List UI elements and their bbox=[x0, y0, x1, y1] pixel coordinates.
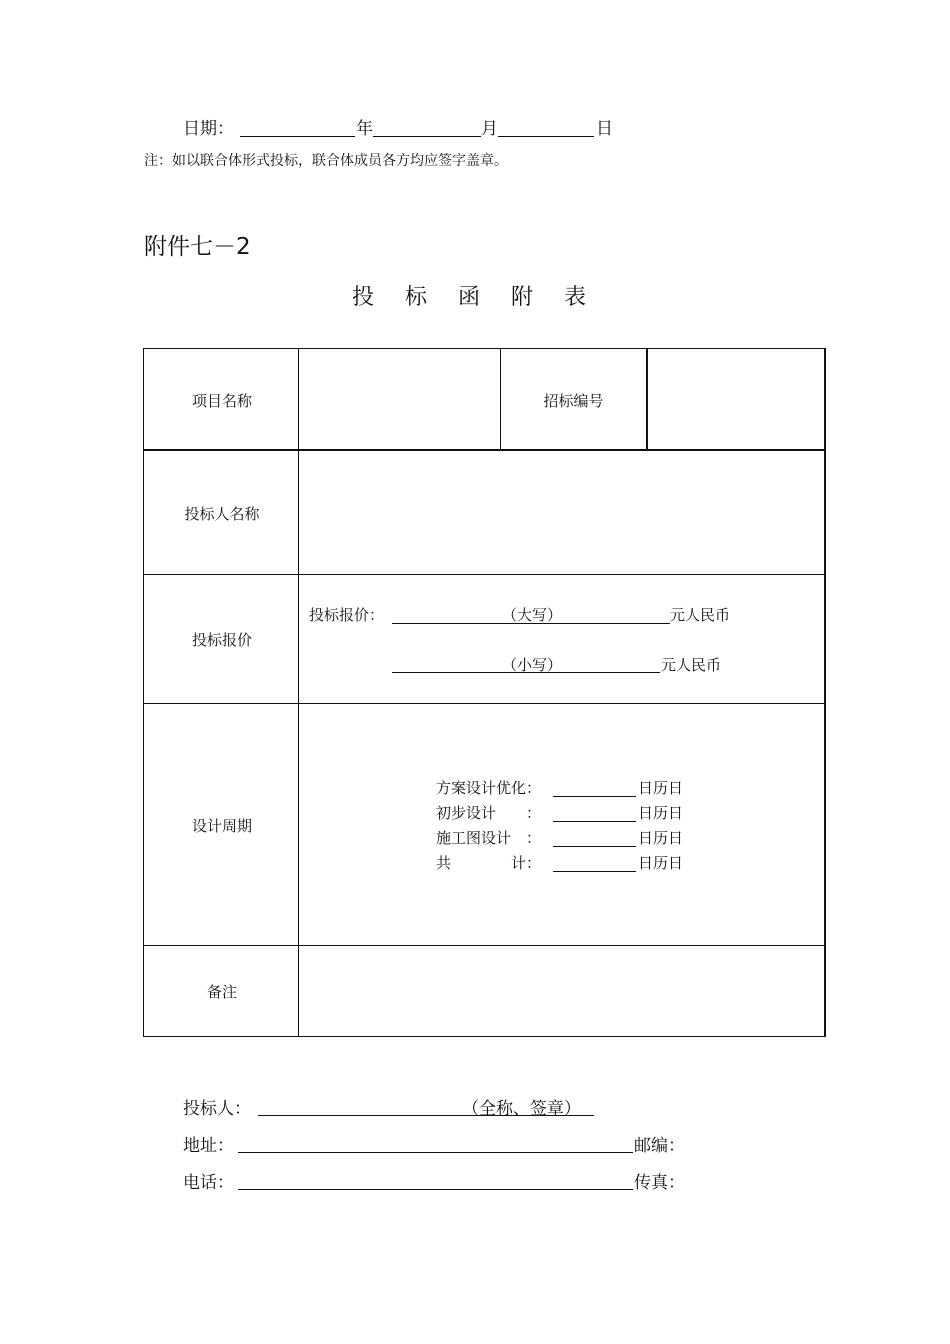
address-field[interactable] bbox=[238, 1152, 633, 1153]
year-field[interactable] bbox=[240, 136, 355, 137]
bidder-sign-hint: （全称、签章） bbox=[462, 1099, 581, 1119]
column-divider bbox=[646, 348, 648, 450]
period-item-name: 初步设计 ： bbox=[436, 804, 542, 822]
period-unit: 日历日 bbox=[638, 804, 684, 822]
address-label: 地址： bbox=[183, 1136, 234, 1156]
period-item-name: 方案设计优化： bbox=[436, 779, 542, 797]
design-period-label: 设计周期 bbox=[191, 817, 252, 835]
column-divider bbox=[298, 348, 299, 1036]
page-title: 投 标 函 附 表 bbox=[352, 285, 598, 310]
period-days-field[interactable] bbox=[553, 846, 636, 847]
day-field[interactable] bbox=[498, 136, 594, 137]
currency-label-lower: 元人民币 bbox=[661, 656, 722, 674]
month-label: 月 bbox=[481, 119, 498, 139]
bidder-name-label: 投标人名称 bbox=[184, 505, 260, 523]
period-unit: 日历日 bbox=[638, 779, 684, 797]
bid-price-prefix: 投标报价： bbox=[309, 606, 385, 624]
period-days-field[interactable] bbox=[553, 821, 636, 822]
date-label: 日期： bbox=[183, 119, 234, 139]
phone-field[interactable] bbox=[238, 1189, 633, 1190]
project-name-label: 项目名称 bbox=[191, 392, 252, 410]
price-in-words-hint: （大写） bbox=[502, 606, 563, 624]
period-unit: 日历日 bbox=[638, 829, 684, 847]
row-divider bbox=[143, 945, 825, 946]
remark-label: 备注 bbox=[206, 983, 237, 1001]
row-divider bbox=[143, 574, 825, 575]
row-divider bbox=[143, 703, 825, 704]
signature-note: 注：如以联合体形式投标，联合体成员各方均应签字盖章。 bbox=[144, 153, 508, 169]
month-field[interactable] bbox=[373, 136, 481, 137]
row-divider bbox=[143, 449, 825, 451]
bidder-sign-label: 投标人： bbox=[183, 1099, 251, 1119]
fax-label: 传真： bbox=[634, 1173, 685, 1193]
day-label: 日 bbox=[596, 119, 613, 139]
period-days-field[interactable] bbox=[553, 871, 636, 872]
table-frame bbox=[143, 348, 826, 1037]
currency-label-upper: 元人民币 bbox=[670, 606, 731, 624]
date-line bbox=[183, 114, 234, 139]
tender-number-label: 招标编号 bbox=[543, 392, 604, 410]
bid-price-label: 投标报价 bbox=[191, 631, 252, 649]
attachment-number: 附件七－2 bbox=[144, 234, 251, 260]
phone-label: 电话： bbox=[183, 1173, 234, 1193]
period-unit: 日历日 bbox=[638, 854, 684, 872]
price-in-figures-hint: （小写） bbox=[502, 656, 563, 674]
year-label: 年 bbox=[356, 119, 373, 139]
period-item-name: 共 计： bbox=[436, 854, 542, 872]
postcode-label: 邮编： bbox=[634, 1136, 685, 1156]
period-days-field[interactable] bbox=[553, 796, 636, 797]
period-item-name: 施工图设计 ： bbox=[436, 829, 542, 847]
